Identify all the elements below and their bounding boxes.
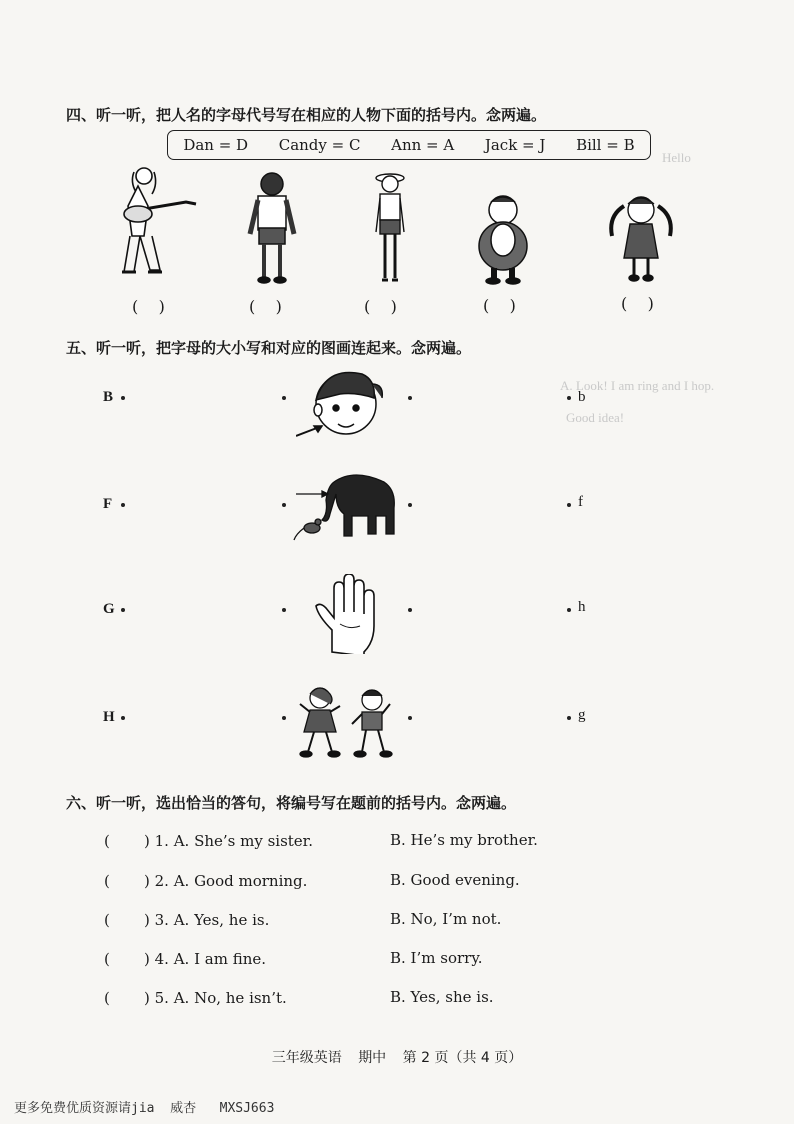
section5-heading: 五、听一听，把字母的大小写和对应的图画连起来。念两遍。 [66,339,472,357]
connect-dot-lower-h[interactable] [567,608,571,612]
lowercase-letter-f: f [578,494,583,510]
footer-term: 期中 [358,1050,387,1066]
bleed-text-3: Good idea! [566,410,625,425]
page-footer [0,1047,794,1067]
connect-dot-pic-right-1[interactable] [408,396,412,400]
answer-paren-5[interactable]: ( ) [621,294,654,313]
footer-grade: 三年级英语 [271,1050,342,1066]
q3-option-b: B. No, I’m not. [390,910,502,928]
hand-picture [314,574,384,654]
lowercase-letter-h: h [578,599,586,615]
connect-dot-pic-left-4[interactable] [282,716,286,720]
guitarist-figure [108,162,200,284]
connect-dot-lower-b[interactable] [567,396,571,400]
answer-paren-2[interactable]: ( ) [249,297,282,316]
uppercase-letter-h: H [103,709,115,725]
name-code-ann: Ann = A [391,136,455,154]
connect-dot-pic-left-1[interactable] [282,396,286,400]
girl-candy-figure [602,192,680,284]
connect-dot-pic-left-3[interactable] [282,608,286,612]
q1-option-b: B. He’s my brother. [390,831,538,849]
q1-open-paren[interactable]: ( [104,832,110,850]
uppercase-letter-b: B [103,389,114,405]
two-children-picture [296,684,396,760]
uppercase-letter-g: G [103,601,115,617]
elephant-mouse-picture [290,462,400,544]
q5-option-b: B. Yes, she is. [390,988,494,1006]
connect-dot-upper-f[interactable] [121,503,125,507]
lowercase-letter-g: g [578,707,586,723]
q3-option-a: ) 3. A. Yes, he is. [144,911,270,929]
connect-dot-upper-b[interactable] [121,396,125,400]
q4-option-a: ) 4. A. I am fine. [144,950,267,968]
name-code-box [167,130,651,160]
answer-paren-3[interactable]: ( ) [364,297,397,316]
connect-dot-pic-right-4[interactable] [408,716,412,720]
connect-dot-pic-left-2[interactable] [282,503,286,507]
bleed-text-2: A. Look! I am ring and I hop. [560,378,715,393]
connect-dot-upper-g[interactable] [121,608,125,612]
uppercase-letter-f: F [103,496,113,512]
boy-jack-figure [472,190,534,286]
q2-option-a: ) 2. A. Good morning. [144,872,308,890]
connect-dot-pic-right-2[interactable] [408,503,412,507]
name-code-jack: Jack = J [484,136,546,154]
connect-dot-upper-h[interactable] [121,716,125,720]
name-code-dan: Dan = D [183,136,249,154]
section4-heading: 四、听一听，把人名的字母代号写在相应的人物下面的括号内。念两遍。 [66,106,547,124]
resource-watermark: 更多免费优质资源请jia 威杏 MXSJ663 [14,1101,275,1116]
lowercase-letter-b: b [578,389,586,405]
girl-face-picture [296,364,388,442]
bleed-text-1: Hello [662,150,691,165]
section6-heading: 六、听一听，选出恰当的答句，将编号写在题前的括号内。念两遍。 [66,794,517,812]
connect-dot-lower-g[interactable] [567,716,571,720]
q2-option-b: B. Good evening. [390,871,520,889]
q2-open-paren[interactable]: ( [104,872,110,890]
girl-ann-figure [368,170,414,288]
q4-option-b: B. I’m sorry. [390,949,483,967]
boy-dan-figure [244,170,300,288]
q5-open-paren[interactable]: ( [104,989,110,1007]
answer-paren-4[interactable]: ( ) [483,296,516,315]
connect-dot-pic-right-3[interactable] [408,608,412,612]
q5-option-a: ) 5. A. No, he isn’t. [144,989,287,1007]
q3-open-paren[interactable]: ( [104,911,110,929]
connect-dot-lower-f[interactable] [567,503,571,507]
q4-open-paren[interactable]: ( [104,950,110,968]
q1-option-a: ) 1. A. She’s my sister. [144,832,313,850]
answer-paren-1[interactable]: ( ) [132,297,165,316]
footer-page-number: 第 2 页（共 4 页） [402,1050,523,1066]
name-code-bill: Bill = B [576,136,635,154]
name-code-candy: Candy = C [278,136,361,154]
